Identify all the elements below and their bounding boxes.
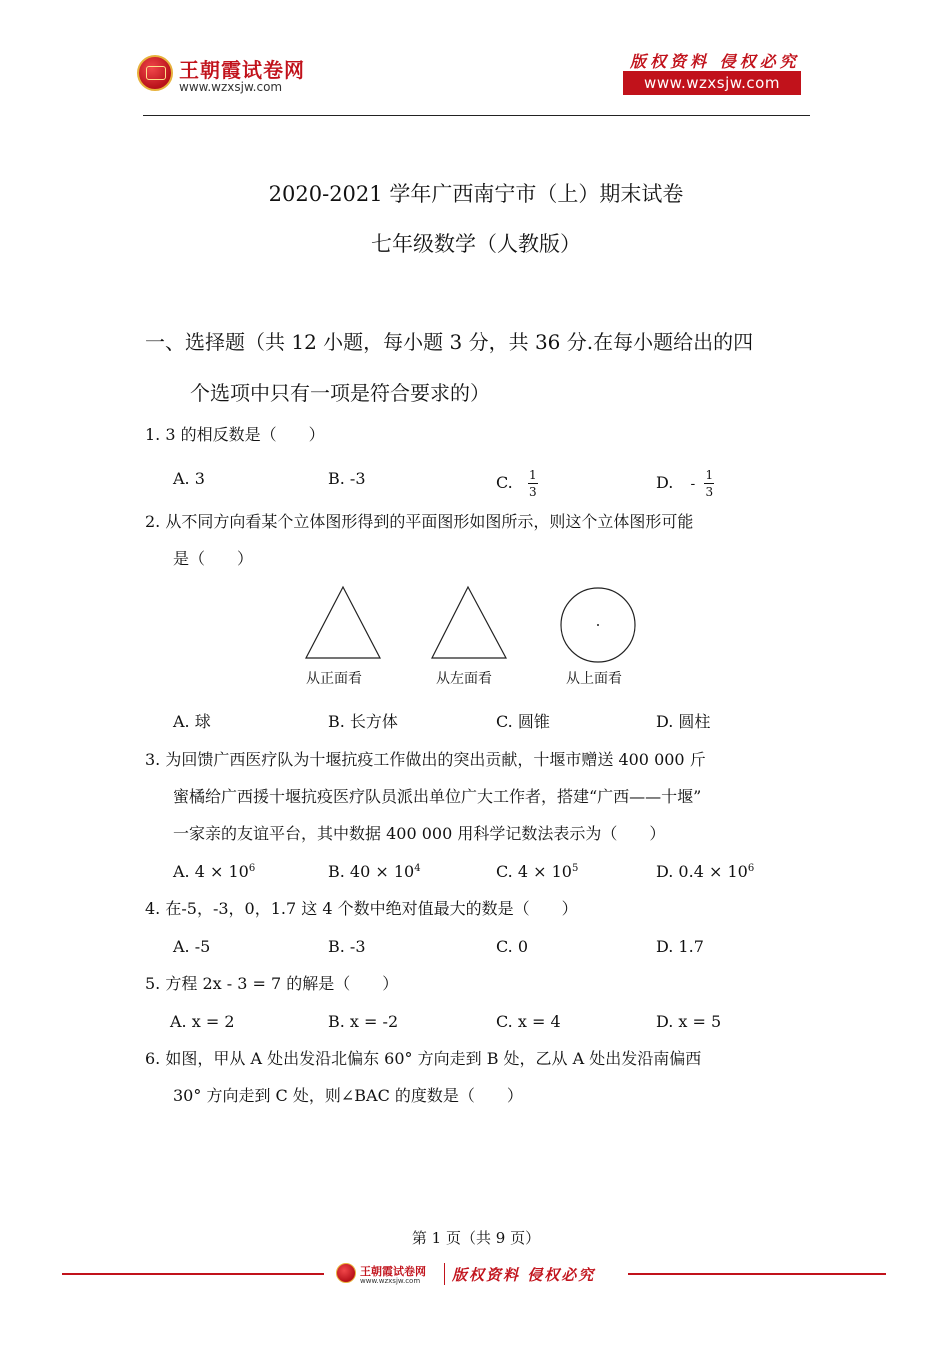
page-number: 第 1 页（共 9 页）	[411, 1229, 541, 1247]
question-5-stem: 5. 方程 2x - 3 = 7 的解是（ ）	[145, 974, 399, 993]
brand-logo-icon	[137, 55, 173, 91]
q1-option-d-sign: -	[690, 476, 696, 492]
left-view-triangle	[432, 587, 506, 658]
q3-option-c-base: C. 4 × 10	[496, 862, 572, 881]
q1-option-b: B. -3	[328, 469, 366, 488]
caption-top-view: 从上面看	[566, 671, 622, 687]
question-3-stem-cont-1: 蜜橘给广西援十堰抗疫医疗队员派出单位广大工作者，搭建“广西——十堰”	[173, 787, 702, 806]
footer-rule-left	[62, 1273, 324, 1275]
fraction-numerator: 1	[529, 468, 537, 482]
question-6-stem: 6. 如图，甲从 A 处出发沿北偏东 60° 方向走到 B 处，乙从 A 处出发沿南偏西	[145, 1049, 702, 1068]
q1-option-c-label: C.	[496, 473, 513, 492]
q1-option-c	[496, 468, 538, 499]
q1-option-d-label: D.	[656, 473, 674, 492]
caption-left-view: 从左面看	[436, 671, 492, 687]
caption-front-view: 从正面看	[306, 671, 362, 687]
fraction-denominator: 3	[705, 485, 714, 499]
q3-option-d	[656, 861, 754, 883]
q1-option-d-fraction	[704, 468, 714, 499]
q3-option-a-exponent: 6	[248, 863, 256, 874]
footer-logo-icon	[336, 1263, 356, 1283]
question-1-stem: 1. 3 的相反数是（ ）	[145, 425, 325, 444]
q2-option-b: B. 长方体	[328, 712, 398, 731]
q4-option-d: D. 1.7	[656, 937, 704, 956]
q3-option-b-base: B. 40 × 10	[328, 862, 415, 881]
q1-option-a: A. 3	[173, 469, 205, 488]
question-4-stem: 4. 在-5，-3，0，1.7 这 4 个数中绝对值最大的数是（ ）	[145, 899, 578, 918]
q4-option-a: A. -5	[173, 937, 211, 956]
fraction-bar	[528, 483, 538, 484]
question-3-stem-cont-2: 一家亲的友谊平台，其中数据 400 000 用科学记数法表示为（ ）	[173, 824, 666, 843]
exam-subtitle: 七年级数学（人教版）	[371, 232, 581, 256]
section-heading: 一、选择题（共 12 小题，每小题 3 分，共 36 分.在每小题给出的四	[145, 330, 754, 354]
url-banner[interactable]: www.wzxsjw.com	[623, 71, 801, 95]
footer-separator	[444, 1263, 445, 1285]
fraction-denominator: 3	[529, 485, 537, 499]
q3-option-c-exponent: 5	[571, 863, 579, 874]
q3-option-b	[328, 861, 421, 883]
brand-name: 王朝霞试卷网	[179, 58, 305, 82]
q1-option-d	[656, 468, 714, 499]
q3-option-a-base: A. 4 × 10	[173, 862, 249, 881]
q2-option-d: D. 圆柱	[656, 712, 711, 731]
question-2-stem-cont: 是（ ）	[173, 549, 254, 568]
q2-option-c: C. 圆锥	[496, 712, 550, 731]
q3-option-d-exponent: 6	[747, 863, 755, 874]
q5-option-b: B. x = -2	[328, 1012, 399, 1031]
footer-brand-url[interactable]: www.wzxsjw.com	[360, 1277, 421, 1285]
footer-copyright-notice: 版权资料 侵权必究	[452, 1266, 596, 1284]
q1-option-c-fraction	[528, 468, 538, 499]
header-divider	[143, 115, 810, 116]
fraction-numerator: 1	[705, 468, 714, 482]
q4-option-b: B. -3	[328, 937, 366, 956]
exam-title: 2020-2021 学年广西南宁市（上）期末试卷	[268, 182, 684, 206]
question-2-stem: 2. 从不同方向看某个立体图形得到的平面图形如图所示，则这个立体图形可能	[145, 512, 694, 531]
copyright-notice: 版权资料 侵权必究	[630, 52, 800, 71]
question-3-stem: 3. 为回馈广西医疗队为十堰抗疫工作做出的突出贡献，十堰市赠送 400 000 斤	[145, 750, 706, 769]
question-6-stem-cont: 30° 方向走到 C 处，则∠BAC 的度数是（ ）	[173, 1086, 523, 1105]
footer-brand-name: 王朝霞试卷网	[360, 1265, 426, 1278]
q3-option-a	[173, 861, 255, 883]
q3-option-c	[496, 861, 578, 883]
fraction-bar	[704, 483, 714, 484]
top-view-center-dot	[597, 624, 599, 626]
q5-option-c: C. x = 4	[496, 1012, 561, 1031]
footer-rule-right	[628, 1273, 886, 1275]
q5-option-d: D. x = 5	[656, 1012, 722, 1031]
q2-option-a: A. 球	[173, 712, 211, 731]
q3-option-d-base: D. 0.4 × 10	[656, 862, 748, 881]
brand-url[interactable]: www.wzxsjw.com	[179, 80, 283, 94]
front-view-triangle	[306, 587, 380, 658]
section-heading-cont: 个选项中只有一项是符合要求的）	[190, 381, 490, 405]
q3-option-b-exponent: 4	[414, 863, 421, 874]
q5-option-a: A. x = 2	[170, 1012, 235, 1031]
q4-option-c: C. 0	[496, 937, 529, 956]
